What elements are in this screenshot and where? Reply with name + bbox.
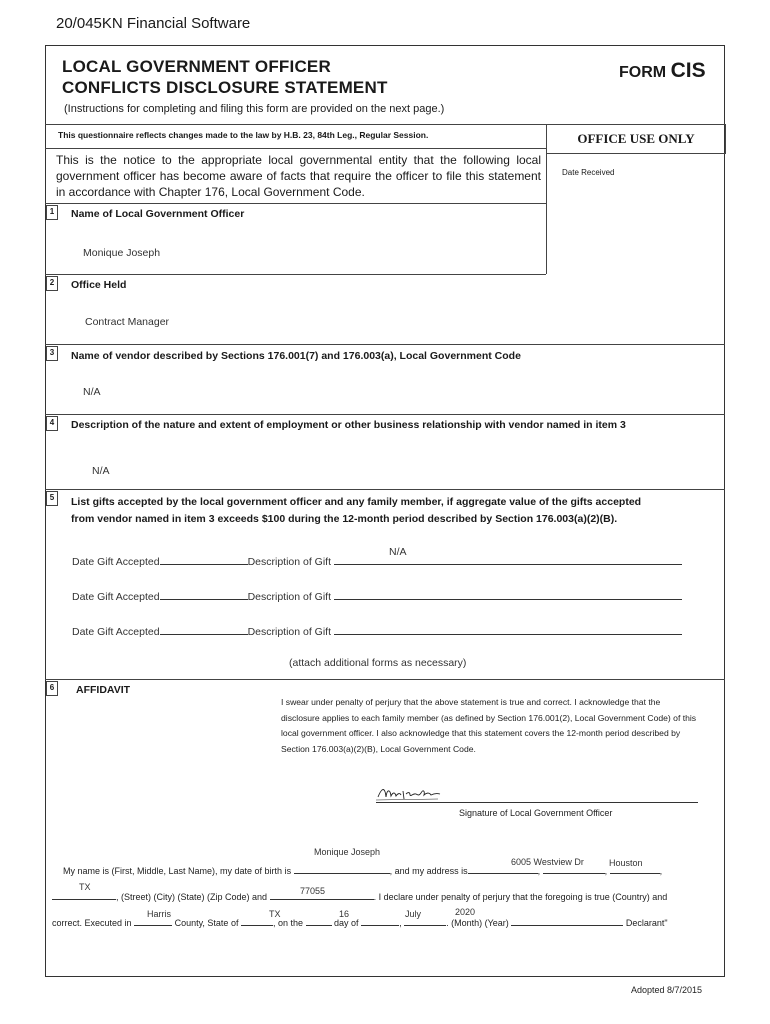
adopted-date: Adopted 8/7/2015: [631, 985, 703, 995]
year-field[interactable]: [404, 914, 446, 926]
office-held-value[interactable]: Contract Manager: [85, 316, 170, 328]
section-5-label-line-2: from vendor named in item 3 exceeds $100 during the 12-month period described by Section 176.003(a)(2)(B).: [71, 513, 618, 525]
office-use-box: OFFICE USE ONLY: [546, 124, 726, 154]
divider: [45, 274, 546, 275]
divider: [45, 414, 725, 415]
attach-note: (attach additional forms as necessary): [289, 657, 467, 669]
gift-desc-label: Description of Gift: [247, 626, 332, 638]
month-field[interactable]: [361, 914, 399, 926]
questionnaire-note: This questionnaire reflects changes made to the law by H.B. 23, 84th Leg., Regular Session.: [58, 130, 429, 140]
declaration-text: . (Month) (Year): [446, 918, 509, 928]
declarant-field[interactable]: [511, 914, 623, 926]
state-field[interactable]: [52, 888, 116, 900]
officer-name-value[interactable]: Monique Joseph: [83, 247, 161, 259]
section-6-number: 6: [46, 681, 58, 696]
gift-1-description-value[interactable]: N/A: [389, 546, 407, 558]
section-1-label: Name of Local Government Officer: [71, 208, 245, 220]
declaration-text: , on the: [272, 918, 303, 928]
affidavit-text: I swear under penalty of perjury that the above statement is true and correct. I acknowledge that the disclosure applies to each family member (as defined by Section 176.001(2), Local Government Code) of this local government officer. I also acknowledge that this statement covers the 12-month period described by Section 176.003(a)(2)(B), Local Government Code.: [281, 697, 697, 754]
declaration-text: correct. Executed in: [52, 918, 132, 928]
gift-desc-field[interactable]: [334, 588, 682, 600]
signature-caption: Signature of Local Government Officer: [459, 808, 613, 818]
declaration-text: My name is (First, Middle, Last Name), my date of birth is: [63, 866, 292, 876]
signature-line: [376, 802, 698, 803]
gift-date-label: Date Gift Accepted: [72, 591, 160, 603]
declaration-line-1: My name is (First, Middle, Last Name), my date of birth is , and my address is , , ,: [63, 862, 723, 876]
gift-date-field[interactable]: [160, 588, 248, 600]
title-line-1: LOCAL GOVERNMENT OFFICER: [62, 57, 331, 76]
street-value[interactable]: 6005 Westview Dr: [511, 857, 584, 867]
declaration-text: . I declare under penalty of perjury that the foregoing is true (Country) and: [373, 892, 668, 902]
state-value[interactable]: TX: [79, 882, 91, 892]
section-4-number: 4: [46, 416, 58, 431]
divider: [546, 124, 547, 274]
year-value[interactable]: 2020: [455, 907, 476, 917]
section-1-number: 1: [46, 205, 58, 220]
declaration-text: day of: [334, 918, 359, 928]
gift-date-field[interactable]: [160, 623, 248, 635]
date-of-birth-field[interactable]: [294, 862, 390, 874]
gift-desc-label: Description of Gift: [247, 556, 332, 568]
divider: [45, 344, 725, 345]
title-line-2: CONFLICTS DISCLOSURE STATEMENT: [62, 78, 388, 97]
section-5-number: 5: [46, 491, 58, 506]
county-value[interactable]: Harris: [147, 909, 171, 919]
month-value[interactable]: July: [405, 909, 422, 919]
date-received-label: Date Received: [562, 168, 615, 177]
zip-value[interactable]: 77055: [300, 886, 326, 896]
divider: [45, 489, 725, 490]
gift-desc-field[interactable]: [334, 623, 682, 635]
declaration-text: Declarant": [625, 918, 668, 928]
declaration-line-2: [52, 888, 722, 902]
instructions-note: (Instructions for completing and filing this form are provided on the next page.): [64, 103, 445, 115]
exec-state-value[interactable]: TX: [269, 909, 281, 919]
section-4-label: Description of the nature and extent of employment or other business relationship with vendor named in item 3: [71, 419, 626, 431]
gift-row-3: [72, 623, 712, 638]
gift-desc-field[interactable]: [334, 553, 682, 565]
divider: [45, 124, 546, 125]
form-word: FORM: [619, 64, 667, 81]
section-5-label: [71, 494, 641, 528]
divider: [45, 679, 725, 680]
form-code: [619, 59, 706, 83]
declaration-text: , and my address is: [389, 866, 468, 876]
form-code-cis: CIS: [670, 59, 706, 82]
exec-state-field[interactable]: [241, 914, 273, 926]
notice-text: This is the notice to the appropriate local governmental entity that the following local government officer has become aware of facts that require the officer to file this statement in accordance with Chapter 176, Local Government Code.: [56, 153, 541, 199]
city-value[interactable]: Houston: [609, 858, 643, 868]
section-2-number: 2: [46, 276, 58, 291]
vendor-name-value[interactable]: N/A: [83, 386, 101, 398]
section-3-number: 3: [46, 346, 58, 361]
gift-date-label: Date Gift Accepted: [72, 556, 160, 568]
form-title: [62, 56, 388, 98]
gift-date-field[interactable]: [160, 553, 248, 565]
declarant-name-value[interactable]: Monique Joseph: [314, 847, 381, 857]
county-field[interactable]: [134, 914, 172, 926]
declaration-line-3: correct. Executed in County, State of , on the day of , . (Month) (Year) Declarant": [52, 914, 722, 928]
affidavit-label: AFFIDAVIT: [76, 684, 131, 696]
software-header: 20/045KN Financial Software: [56, 15, 251, 32]
gift-date-label: Date Gift Accepted: [72, 626, 160, 638]
section-2-label: Office Held: [71, 279, 127, 291]
declaration-text: , (Street) (City) (State) (Zip Code) and: [116, 892, 268, 902]
section-3-label: Name of vendor described by Sections 176.001(7) and 176.003(a), Local Government Code: [71, 350, 521, 362]
day-value[interactable]: 16: [339, 909, 350, 919]
declaration-text: County, State of: [174, 918, 239, 928]
gift-desc-label: Description of Gift: [247, 591, 332, 603]
day-field[interactable]: [306, 914, 332, 926]
divider: [45, 148, 546, 149]
signature-image[interactable]: [376, 783, 446, 803]
section-5-label-line-1: List gifts accepted by the local government officer and any family member, if aggregate value of the gifts accepted: [71, 496, 642, 508]
relationship-value[interactable]: N/A: [92, 465, 110, 477]
divider: [45, 203, 546, 204]
gift-row-2: [72, 588, 712, 603]
